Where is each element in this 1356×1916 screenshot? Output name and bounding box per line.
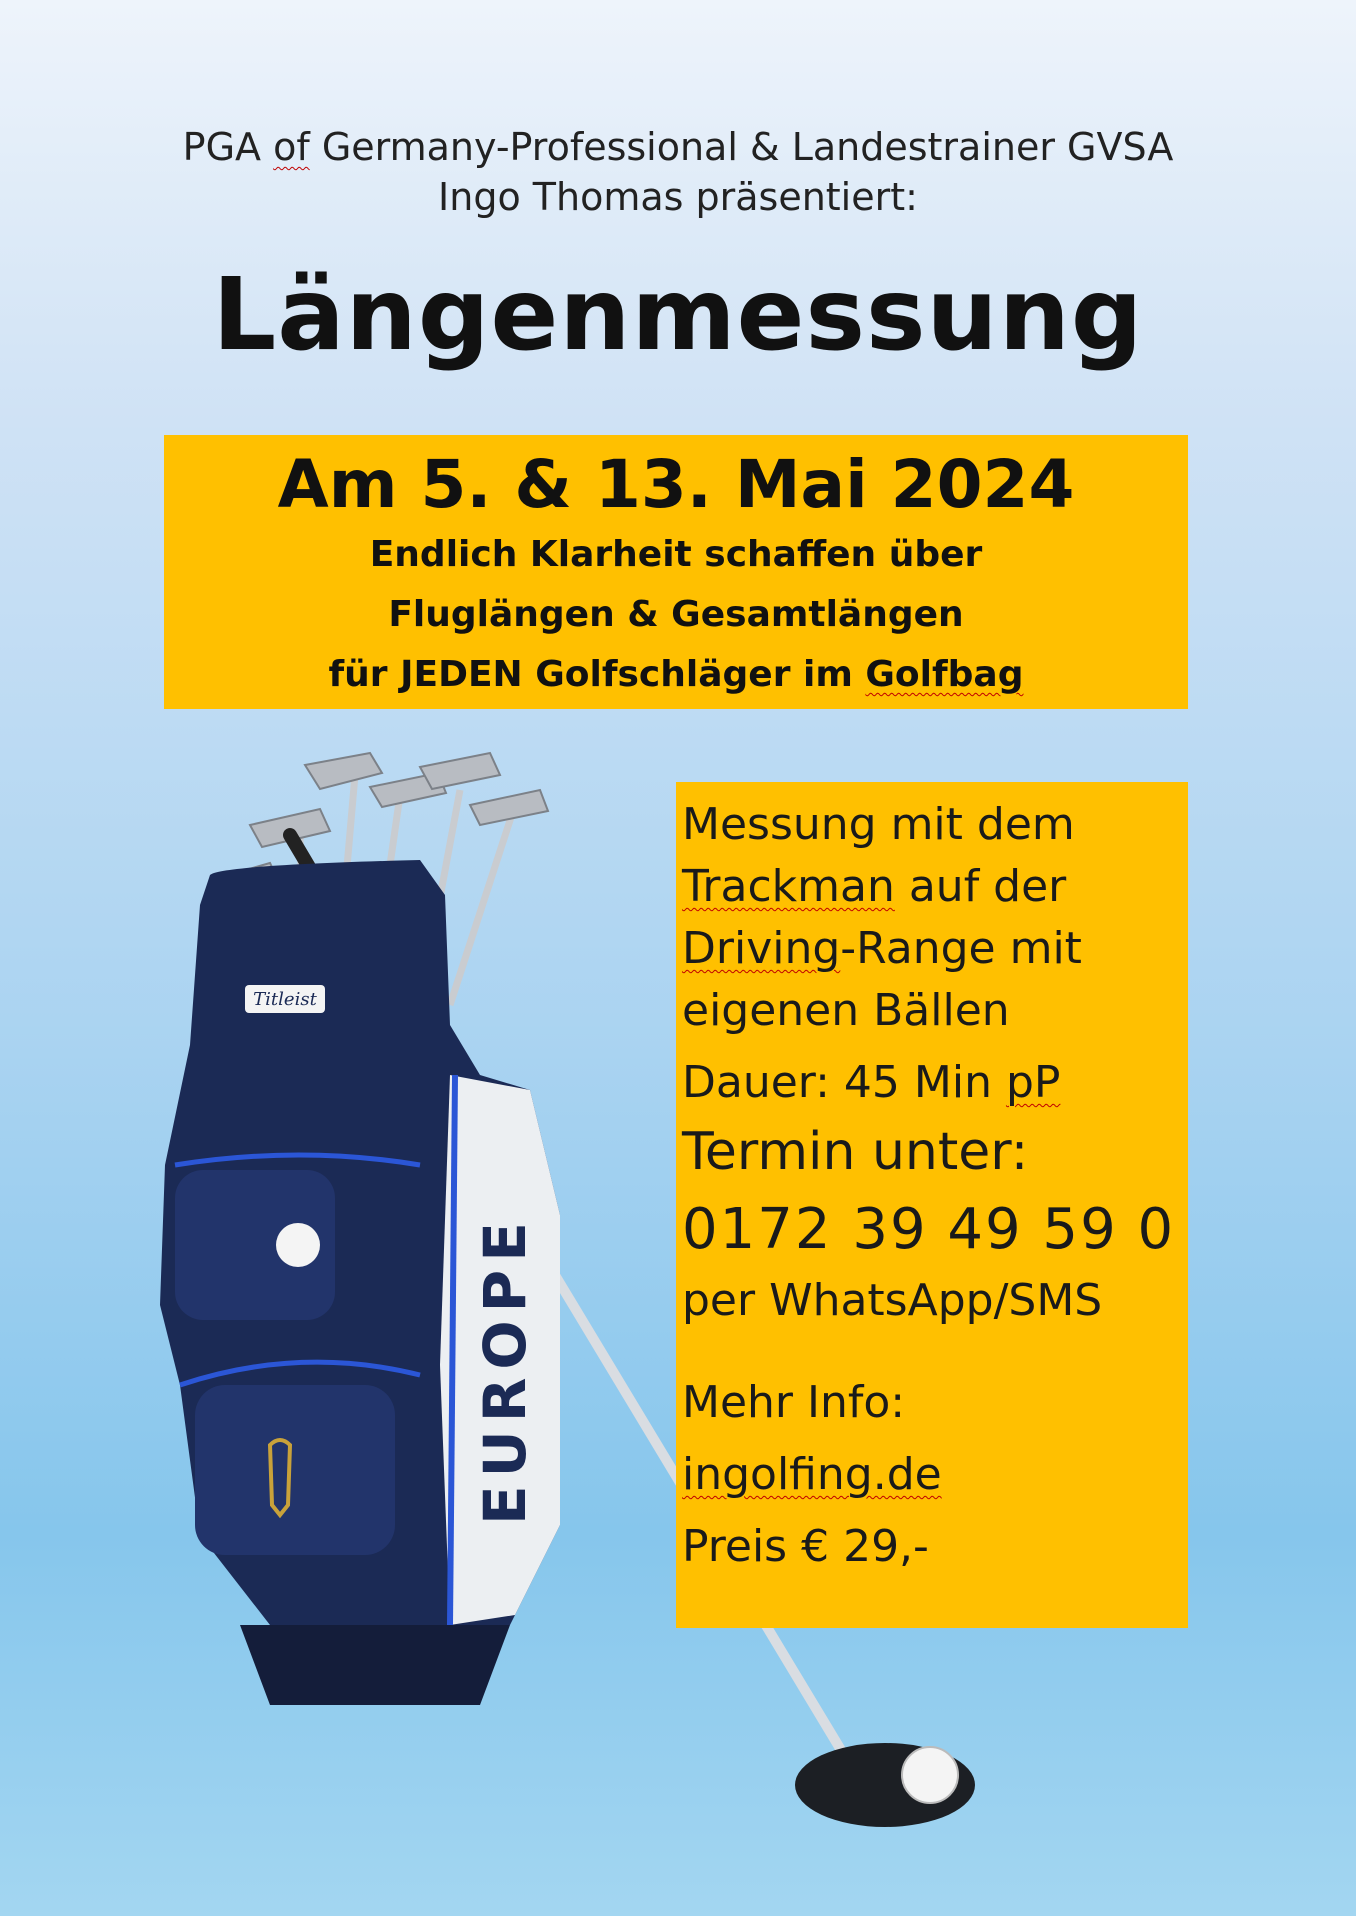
duration-line: Dauer: 45 Min pP [682,1057,1061,1108]
info-line-1: Messung mit dem [682,799,1075,850]
bag-base [240,1625,510,1705]
page-title: Längenmessung [212,256,1144,373]
website-link[interactable]: ingolfing.de [682,1449,942,1500]
bag-europe-text: EUROPE [471,1214,539,1525]
bag-pocket [195,1385,395,1555]
intro-line-2: Ingo Thomas präsentiert: [438,175,918,219]
date-box [164,435,1188,709]
tagline-1: Endlich Klarheit schaffen über [369,534,983,575]
golf-ball [902,1747,958,1803]
info-line-3: Driving-Range mit [682,923,1082,974]
info-line-4: eigenen Bällen [682,985,1010,1036]
phone-number: 0172 39 49 59 0 [682,1197,1176,1262]
info-line-2: Trackman auf der [682,861,1067,912]
cup-emblem [276,1223,320,1267]
more-info-label: Mehr Info: [682,1377,906,1428]
intro-text [0,122,1356,222]
appointment-label: Termin unter: [682,1122,1029,1182]
event-date: Am 5. & 13. Mai 2024 [277,446,1075,523]
contact-channel: per WhatsApp/SMS [682,1275,1103,1326]
spacer [682,1332,1188,1372]
price-label: Preis € 29,- [682,1521,929,1572]
tagline-2: Fluglängen & Gesamtlängen [388,594,964,635]
intro-line-1: PGA of Germany-Professional & Landestrainer GVSA [182,125,1174,169]
tagline-3: für JEDEN Golfschläger im Golfbag [328,654,1024,695]
brand-logo: Titleist [253,989,317,1010]
info-box [676,782,1188,1628]
